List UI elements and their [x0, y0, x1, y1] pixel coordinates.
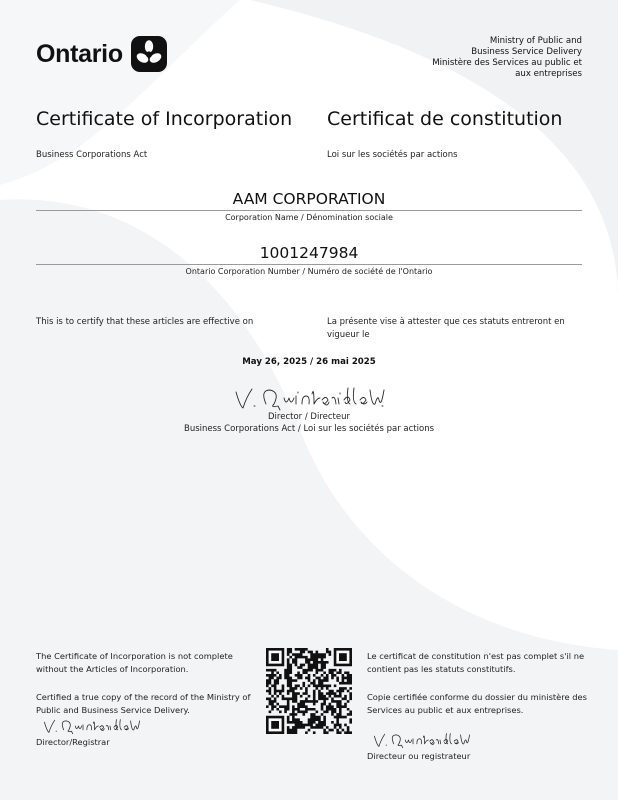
corporation-name: AAM CORPORATION — [36, 190, 582, 211]
logo-wordmark: Ontario — [36, 39, 123, 68]
registrar-signature-english — [40, 717, 144, 735]
director-title-line: Director / Directeur — [268, 412, 350, 422]
ministry-line: Ministry of Public and — [489, 36, 582, 46]
ontario-logo — [36, 36, 167, 72]
footer-note-english: The Certificate of Incorporation is not complete without the Articles of Incorporation. — [36, 651, 233, 674]
footer-copy-english: Certified a true copy of the record of the Ministry of Public and Business Service Delivery. — [36, 692, 251, 715]
corporation-name-caption: Corporation Name / Dénomination sociale — [225, 213, 393, 222]
title-french: Certificat de constitution — [327, 108, 563, 130]
registrar-role-english: Director/Registrar — [36, 737, 110, 747]
act-french: Loi sur les sociétés par actions — [327, 150, 458, 160]
corporation-number: 1001247984 — [36, 244, 582, 265]
registrar-role-french: Directeur ou registrateur — [367, 751, 471, 761]
corporation-name-field — [36, 190, 582, 222]
corporation-number-caption: Ontario Corporation Number / Numéro de société de l'Ontario — [185, 267, 433, 276]
act-english: Business Corporations Act — [36, 150, 148, 160]
ontario-trillium-icon — [131, 36, 167, 72]
certification-english: This is to certify that these articles are effective on — [36, 317, 254, 327]
corporation-number-field — [36, 244, 582, 276]
certification-french: La présente vise à attester que ces statuts entreront en vigueur le — [327, 317, 565, 340]
director-signature — [230, 384, 390, 412]
ministry-name — [432, 36, 582, 80]
director-act-line: Business Corporations Act / Loi sur les sociétés par actions — [183, 424, 435, 434]
director-title — [36, 411, 582, 435]
qr-code-icon[interactable] — [266, 648, 352, 734]
footer-note-french: Le certificat de constitution n'est pas complet s'il ne contient pas les statuts constitutifs. — [367, 651, 585, 674]
ministry-line: aux entreprises — [515, 69, 582, 79]
ministry-line: Ministère des Services au public et — [432, 58, 582, 68]
registrar-signature-french — [370, 731, 474, 749]
ministry-line: Business Service Delivery — [471, 47, 582, 57]
title-english: Certificate of Incorporation — [36, 108, 293, 130]
footer-copy-french: Copie certifiée conforme du dossier du ministère des Services au public et aux entreprises. — [367, 692, 587, 715]
effective-date: May 26, 2025 / 26 mai 2025 — [242, 357, 376, 367]
